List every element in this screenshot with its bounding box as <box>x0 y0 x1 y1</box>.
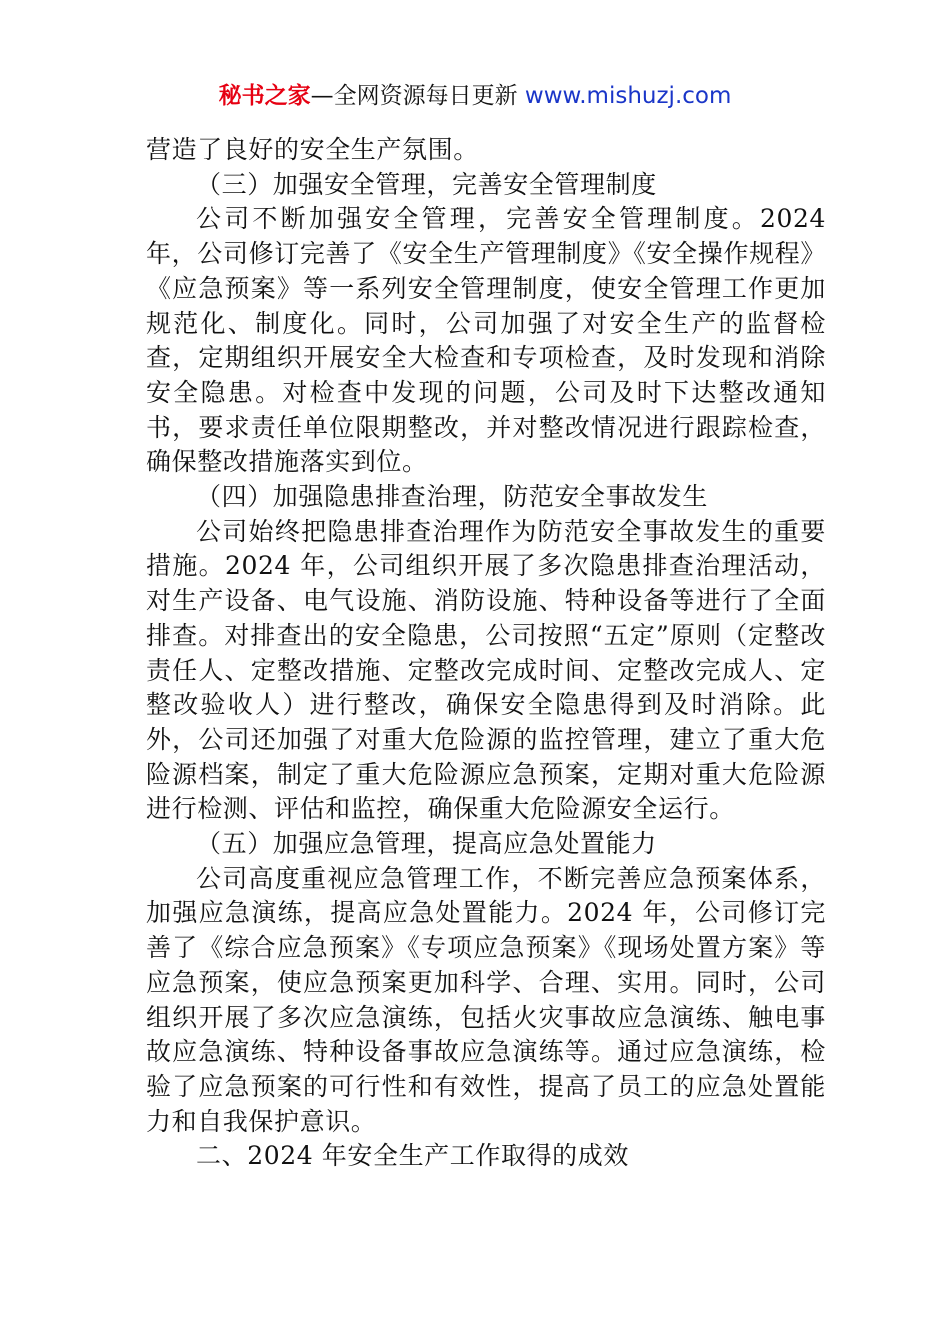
brand-name: 秘书之家 <box>218 83 311 109</box>
site-url-link[interactable]: www.mishuzj.com <box>524 83 732 109</box>
document-body <box>146 133 826 1174</box>
section-heading-5: （五）加强应急管理，提高应急处置能力 <box>196 829 657 859</box>
site-header <box>0 80 950 112</box>
body-paragraph: 公司高度重视应急管理工作，不断完善应急预案体系，加强应急演练，提高应急处置能力。2024 年，公司修订完善了《综合应急预案》《专项应急预案》《现场处置方案》等应急预案，使应急预案更加科学、合理、实用。同时，公司组织开展了多次应急演练，包括火灾事故应急演练、触电事故应急演练、特种设备事故应急演练等。通过应急演练，检验了应急预案的可行性和有效性，提高了员工的应急处置能力和自我保护意识。 <box>146 863 826 1136</box>
section-heading-3: （三）加强安全管理，完善安全管理制度 <box>196 169 657 199</box>
header-tagline: —全网资源每日更新 <box>310 83 525 109</box>
body-paragraph: 公司不断加强安全管理，完善安全管理制度。2024 年，公司修订完善了《安全生产管理制度》《安全操作规程》《应急预案》等一系列安全管理制度，使安全管理工作更加规范化、制度化。同时，公司加强了对安全生产的监督检查，定期组织开展安全大检查和专项检查，及时发现和消除安全隐患。对检查中发现的问题，公司及时下达整改通知书，要求责任单位限期整改，并对整改情况进行跟踪检查，确保整改措施落实到位。 <box>146 204 826 477</box>
paragraph-continuation: 营造了良好的安全生产氛围。 <box>146 135 479 164</box>
body-paragraph: 公司始终把隐患排查治理作为防范安全事故发生的重要措施。2024 年，公司组织开展了多次隐患排查治理活动，对生产设备、电气设施、消防设施、特种设备等进行了全面排查。对排查出的安全隐患，公司按照“五定”原则（定整改责任人、定整改措施、定整改完成时间、定整改完成人、定整改验收人）进行整改，确保安全隐患得到及时消除。此外，公司还加强了对重大危险源的监控管理，建立了重大危险源档案，制定了重大危险源应急预案，定期对重大危险源进行检测、评估和监控，确保重大危险源安全运行。 <box>146 516 826 824</box>
chapter-heading-2: 二、2024 年安全生产工作取得的成效 <box>196 1141 629 1171</box>
section-heading-4: （四）加强隐患排查治理，防范安全事故发生 <box>196 482 709 512</box>
